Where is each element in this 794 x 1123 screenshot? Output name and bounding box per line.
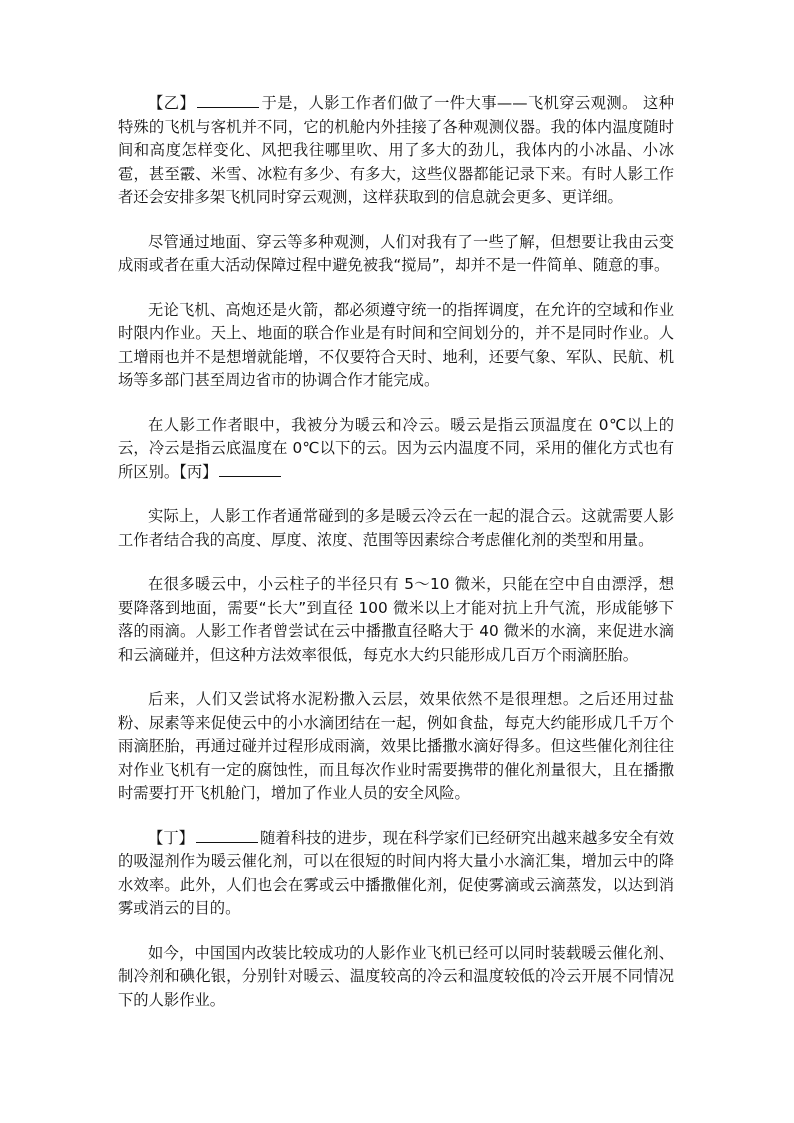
fill-blank-bing	[219, 462, 281, 477]
paragraph-4	[118, 414, 674, 485]
paragraph-text: 随着科技的进步，现在科学家们已经研究出越来越多安全有效的吸湿剂作为暖云催化剂，可以在很短的时间内将大量小水滴汇集，增加云中的降水效率。此外，人们也会在雾或云中播撒催化剂，促使雾滴或云滴蒸发，以达到消雾或消云的目的。	[118, 828, 674, 917]
section-marker-yi: 【乙】	[148, 94, 196, 112]
paragraph-ding	[118, 827, 674, 921]
paragraph-text: 实际上，人影工作者通常碰到的多是暖云冷云在一起的混合云。这就需要人影工作者结合我的高度、厚度、浓度、范围等因素综合考虑催化剂的类型和用量。	[118, 507, 674, 549]
section-marker-ding: 【丁】	[148, 828, 194, 847]
paragraph-7	[118, 688, 674, 806]
paragraph-yi	[118, 92, 674, 210]
paragraph-text: 无论飞机、高炮还是火箭，都必须遵守统一的指挥调度，在允许的空域和作业时限内作业。天上、地面的联合作业是有时间和空间划分的，并不是同时作业。人工增雨也并不是想增就能增，不仅要符合天时、地利，还要气象、军队、民航、机场等多部门甚至周边省市的协调合作才能完成。	[118, 300, 674, 389]
document-page	[118, 92, 674, 1033]
paragraph-3	[118, 299, 674, 393]
paragraph-6	[118, 573, 674, 667]
paragraph-text: 在人影工作者眼中，我被分为暖云和冷云。暖云是指云顶温度在 0℃以上的云，冷云是指云底温度在 0℃以下的云。因为云内温度不同，采用的催化方式也有所区别。	[118, 415, 674, 481]
paragraph-text: 后来，人们又尝试将水泥粉撒入云层，效果依然不是很理想。之后还用过盐粉、尿素等来促使云中的小水滴团结在一起，例如食盐，每克大约能形成几千万个雨滴胚胎，再通过碰并过程形成雨滴，效果比播撒水滴好得多。但这些催化剂往往对作业飞机有一定的腐蚀性，而且每次作业时需要携带的催化剂量很大，且在播撒时需要打开飞机舱门，增加了作业人员的安全风险。	[118, 690, 674, 802]
fill-blank-yi	[197, 93, 259, 108]
paragraph-2	[118, 231, 674, 278]
paragraph-text: 在很多暖云中，小云柱子的半径只有 5～10 微米，只能在空中自由漂浮，想要降落到地面，需要“长大”到直径 100 微米以上才能对抗上升气流，形成能够下落的雨滴。人影工作者曾尝试在云中播撒直径略大于 40 微米的水滴，来促进水滴和云滴碰并，但这种方法效率很低，每克水大约只能形成几百万个雨滴胚胎。	[118, 575, 674, 664]
paragraph-text: 如今，中国国内改装比较成功的人影作业飞机已经可以同时装载暖云催化剂、制冷剂和碘化银，分别针对暖云、温度较高的冷云和温度较低的冷云开展不同情况下的人影作业。	[118, 943, 674, 1009]
paragraph-5	[118, 505, 674, 552]
fill-blank-ding	[196, 828, 258, 843]
paragraph-9	[118, 942, 674, 1013]
section-marker-bing: 【丙】	[179, 462, 218, 481]
paragraph-text: 尽管通过地面、穿云等多种观测，人们对我有了一些了解，但想要让我由云变成雨或者在重大活动保障过程中避免被我“搅局”，却并不是一件简单、随意的事。	[118, 232, 674, 274]
paragraph-text: 于是，人影工作者们做了一件大事——飞机穿云观测。 这种特殊的飞机与客机并不同，它的机舱内外挂接了各种观测仪器。我的体内温度随时间和高度怎样变化、风把我往哪里吹、用了多大的劲儿，我体内的小冰晶、小冰雹，甚至霰、米雪、冰粒有多少、有多大，这些仪器都能记录下来。有时人影工作者还会安排多架飞机同时穿云观测，这样获取到的信息就会更多、更详细。	[118, 94, 674, 206]
